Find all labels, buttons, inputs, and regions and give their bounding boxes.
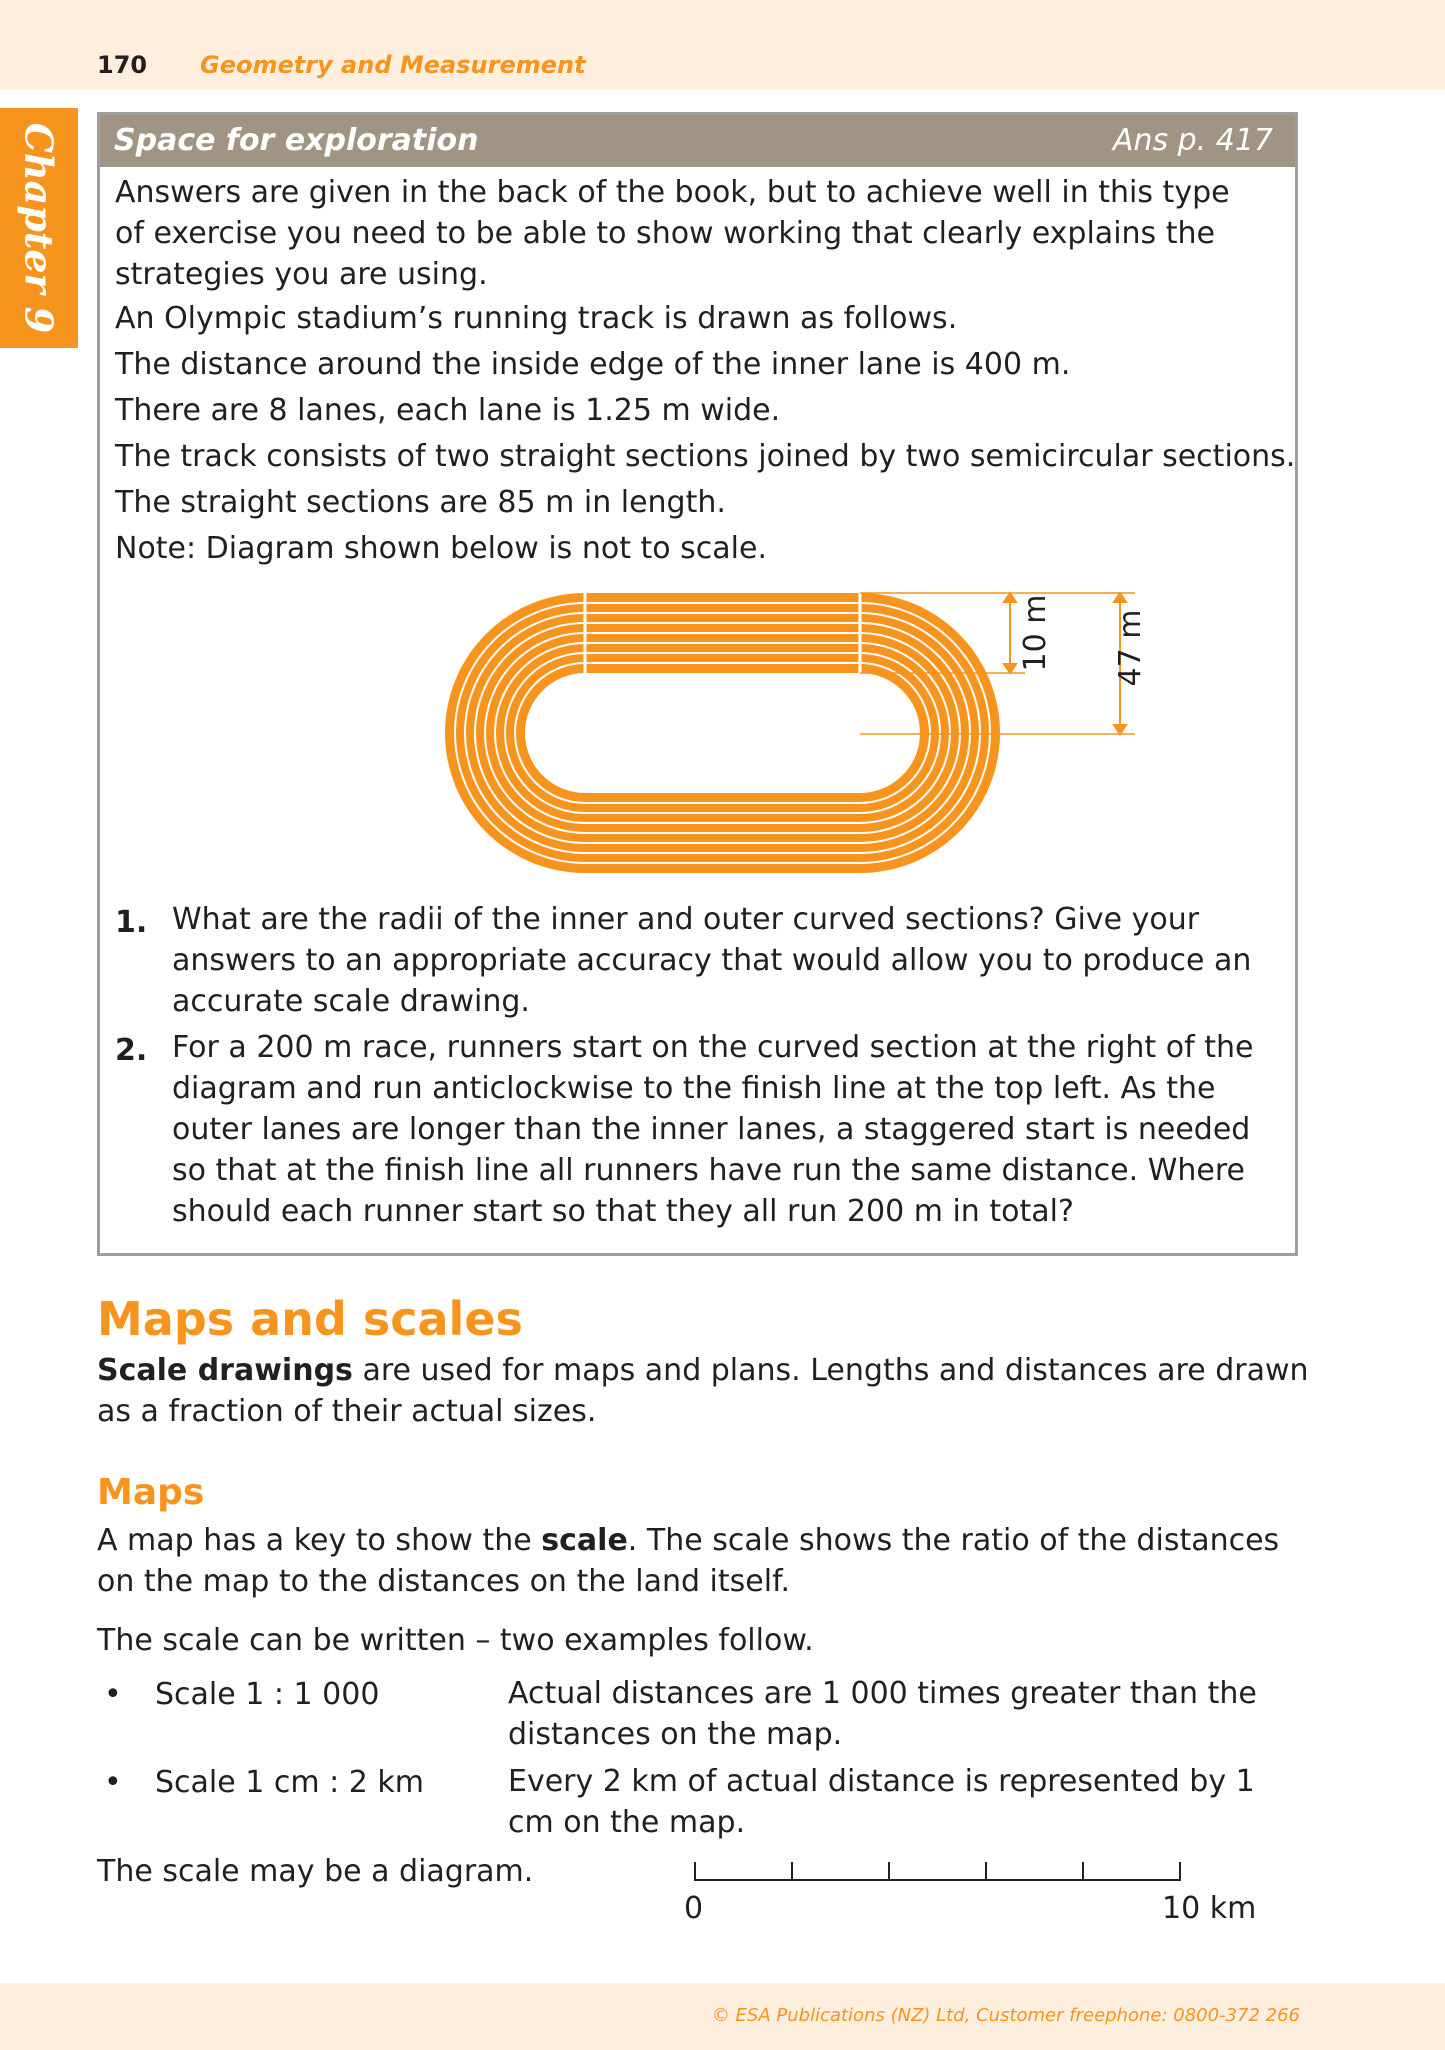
question-1-text: What are the radii of the inner and outer curved sections? Give your answers to an appropriate accuracy that would allow you to produce an accurate scale drawing. (172, 902, 1252, 1019)
exploration-title: Space for exploration (114, 123, 479, 158)
bullet-2-description: Every 2 km of actual distance is represented by 1 cm on the map. (508, 1764, 1255, 1840)
maps-heading: Maps (97, 1472, 205, 1513)
bullet-2-scale: Scale 1 cm : 2 km (155, 1765, 424, 1800)
scale-bar (680, 1860, 1200, 1900)
maps-p1-before: A map has a key to show the (97, 1523, 542, 1558)
scale-bar-ticks (694, 1862, 1181, 1880)
problem-line-5: The straight sections are 85 m in length. (115, 485, 726, 520)
footer-band (0, 1983, 1445, 2050)
running-title: Geometry and Measurement (200, 51, 586, 79)
problem-line-6: Note: Diagram shown below is not to scale. (115, 531, 768, 566)
exploration-header (100, 115, 1295, 167)
page-number: 170 (97, 51, 148, 79)
running-track-diagram (440, 588, 1148, 888)
intro-line-3: strategies you are using. (115, 257, 488, 292)
bullet-1-symbol: • (104, 1677, 122, 1712)
dim-label-inner: 10 m (1018, 594, 1053, 672)
problem-line-1: An Olympic stadium’s running track is drawn as follows. (115, 301, 958, 336)
section-intro-rest: are used for maps and plans. Lengths and distances are drawn as a fraction of their actual sizes. (97, 1353, 1309, 1429)
maps-paragraph-2: The scale can be written – two examples follow. (97, 1623, 814, 1658)
section-intro-bold: Scale drawings (97, 1353, 353, 1388)
chapter-tab-label: Chapter 9 (16, 122, 62, 334)
bullet-2-symbol: • (104, 1765, 122, 1800)
question-2-number: 2. (115, 1033, 148, 1068)
maps-paragraph-3: The scale may be a diagram. (97, 1854, 534, 1889)
intro-line-2: of exercise you need to be able to show working that clearly explains the (115, 216, 1215, 251)
answer-reference: Ans p. 417 (1112, 123, 1273, 158)
problem-line-4: The track consists of two straight sections joined by two semicircular sections. (115, 439, 1296, 474)
maps-p1-bold: scale (541, 1523, 628, 1558)
problem-line-3: There are 8 lanes, each lane is 1.25 m wide. (115, 393, 781, 428)
intro-line-1: Answers are given in the back of the book, but to achieve well in this type (115, 175, 1230, 210)
question-1-number: 1. (115, 905, 148, 940)
section-intro (97, 1350, 1317, 1432)
bullet-1-description: Actual distances are 1 000 times greater than the distances on the map. (508, 1676, 1257, 1752)
bullet-1-scale: Scale 1 : 1 000 (155, 1677, 380, 1712)
dim-label-outer: 47 m (1113, 609, 1148, 687)
problem-line-2: The distance around the inside edge of the inner lane is 400 m. (115, 347, 1071, 382)
track-surface (445, 593, 1000, 873)
section-heading: Maps and scales (97, 1292, 523, 1346)
question-2-text: For a 200 m race, runners start on the curved section at the right of the diagram and run anticlockwise to the finish line at the top left. As the outer lanes are longer than the inner lanes, a staggered start is needed so that at the finish line all runners have run the same distance. Where should each runner start so that they all run 200 m in total? (172, 1030, 1254, 1229)
footer-copyright: © ESA Publications (NZ) Ltd, Customer freephone: 0800-372 266 (711, 2005, 1300, 2026)
maps-p1-after: . The scale shows the ratio of the distances on the map to the distances on the land itself. (97, 1523, 1280, 1599)
scale-bar-start-label: 0 (684, 1891, 704, 1926)
scale-bar-end-label: 10 km (1162, 1891, 1257, 1926)
maps-paragraph-1 (97, 1520, 1317, 1602)
chapter-tab (0, 108, 78, 348)
